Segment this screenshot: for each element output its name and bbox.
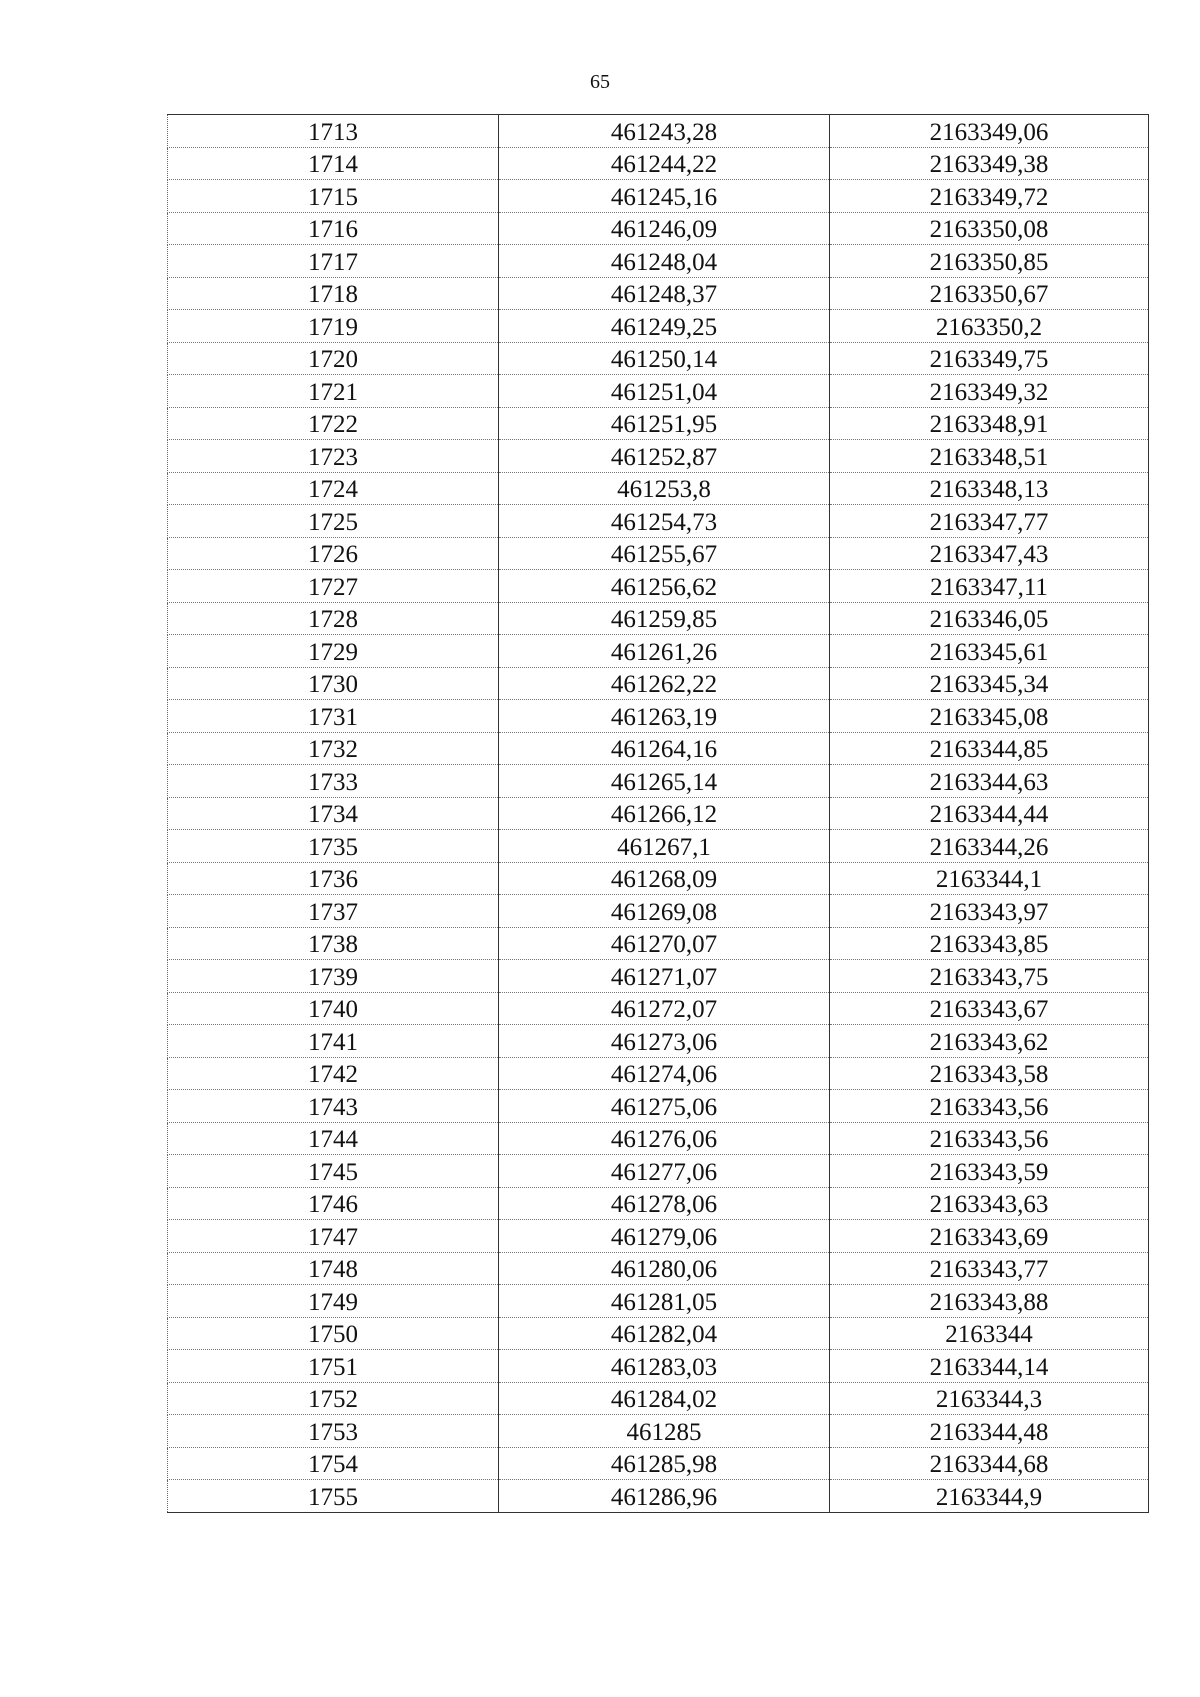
x-coordinate-cell: 461265,14 bbox=[499, 765, 830, 798]
x-coordinate-cell: 461276,06 bbox=[499, 1122, 830, 1155]
x-coordinate-cell: 461253,8 bbox=[499, 472, 830, 505]
point-number-cell: 1738 bbox=[168, 927, 499, 960]
table-row bbox=[168, 277, 1149, 310]
y-coordinate-cell: 2163349,32 bbox=[830, 375, 1149, 408]
table-row bbox=[168, 570, 1149, 603]
point-number-cell: 1755 bbox=[168, 1480, 499, 1513]
point-number-cell: 1720 bbox=[168, 342, 499, 375]
table-row bbox=[168, 1090, 1149, 1123]
table-row bbox=[168, 1480, 1149, 1513]
coordinates-table-body bbox=[168, 115, 1149, 1513]
x-coordinate-cell: 461286,96 bbox=[499, 1480, 830, 1513]
coordinates-table bbox=[167, 114, 1149, 1513]
point-number-cell: 1733 bbox=[168, 765, 499, 798]
table-row bbox=[168, 1025, 1149, 1058]
point-number-cell: 1752 bbox=[168, 1382, 499, 1415]
table-row bbox=[168, 1285, 1149, 1318]
y-coordinate-cell: 2163349,38 bbox=[830, 147, 1149, 180]
table-row bbox=[168, 1415, 1149, 1448]
point-number-cell: 1721 bbox=[168, 375, 499, 408]
x-coordinate-cell: 461279,06 bbox=[499, 1220, 830, 1253]
y-coordinate-cell: 2163350,85 bbox=[830, 245, 1149, 278]
y-coordinate-cell: 2163348,13 bbox=[830, 472, 1149, 505]
x-coordinate-cell: 461246,09 bbox=[499, 212, 830, 245]
point-number-cell: 1726 bbox=[168, 537, 499, 570]
point-number-cell: 1714 bbox=[168, 147, 499, 180]
point-number-cell: 1734 bbox=[168, 797, 499, 830]
x-coordinate-cell: 461261,26 bbox=[499, 635, 830, 668]
x-coordinate-cell: 461249,25 bbox=[499, 310, 830, 343]
point-number-cell: 1753 bbox=[168, 1415, 499, 1448]
table-row bbox=[168, 992, 1149, 1025]
point-number-cell: 1741 bbox=[168, 1025, 499, 1058]
x-coordinate-cell: 461255,67 bbox=[499, 537, 830, 570]
point-number-cell: 1722 bbox=[168, 407, 499, 440]
point-number-cell: 1732 bbox=[168, 732, 499, 765]
table-row bbox=[168, 862, 1149, 895]
point-number-cell: 1725 bbox=[168, 505, 499, 538]
point-number-cell: 1729 bbox=[168, 635, 499, 668]
y-coordinate-cell: 2163343,77 bbox=[830, 1252, 1149, 1285]
y-coordinate-cell: 2163347,43 bbox=[830, 537, 1149, 570]
table-row bbox=[168, 732, 1149, 765]
x-coordinate-cell: 461263,19 bbox=[499, 700, 830, 733]
x-coordinate-cell: 461281,05 bbox=[499, 1285, 830, 1318]
point-number-cell: 1747 bbox=[168, 1220, 499, 1253]
x-coordinate-cell: 461285,98 bbox=[499, 1447, 830, 1480]
y-coordinate-cell: 2163343,56 bbox=[830, 1122, 1149, 1155]
table-row bbox=[168, 212, 1149, 245]
table-row bbox=[168, 700, 1149, 733]
point-number-cell: 1724 bbox=[168, 472, 499, 505]
point-number-cell: 1743 bbox=[168, 1090, 499, 1123]
y-coordinate-cell: 2163343,75 bbox=[830, 960, 1149, 993]
point-number-cell: 1730 bbox=[168, 667, 499, 700]
x-coordinate-cell: 461243,28 bbox=[499, 115, 830, 148]
x-coordinate-cell: 461284,02 bbox=[499, 1382, 830, 1415]
y-coordinate-cell: 2163344,85 bbox=[830, 732, 1149, 765]
y-coordinate-cell: 2163343,63 bbox=[830, 1187, 1149, 1220]
table-row bbox=[168, 667, 1149, 700]
x-coordinate-cell: 461264,16 bbox=[499, 732, 830, 765]
point-number-cell: 1751 bbox=[168, 1350, 499, 1383]
point-number-cell: 1754 bbox=[168, 1447, 499, 1480]
x-coordinate-cell: 461280,06 bbox=[499, 1252, 830, 1285]
point-number-cell: 1735 bbox=[168, 830, 499, 863]
point-number-cell: 1723 bbox=[168, 440, 499, 473]
x-coordinate-cell: 461248,04 bbox=[499, 245, 830, 278]
y-coordinate-cell: 2163349,72 bbox=[830, 180, 1149, 213]
x-coordinate-cell: 461266,12 bbox=[499, 797, 830, 830]
y-coordinate-cell: 2163346,05 bbox=[830, 602, 1149, 635]
y-coordinate-cell: 2163343,56 bbox=[830, 1090, 1149, 1123]
table-row bbox=[168, 1350, 1149, 1383]
table-row bbox=[168, 960, 1149, 993]
point-number-cell: 1749 bbox=[168, 1285, 499, 1318]
y-coordinate-cell: 2163350,08 bbox=[830, 212, 1149, 245]
y-coordinate-cell: 2163350,2 bbox=[830, 310, 1149, 343]
y-coordinate-cell: 2163345,08 bbox=[830, 700, 1149, 733]
x-coordinate-cell: 461273,06 bbox=[499, 1025, 830, 1058]
table-row bbox=[168, 602, 1149, 635]
point-number-cell: 1750 bbox=[168, 1317, 499, 1350]
y-coordinate-cell: 2163343,67 bbox=[830, 992, 1149, 1025]
x-coordinate-cell: 461251,95 bbox=[499, 407, 830, 440]
table-row bbox=[168, 1220, 1149, 1253]
x-coordinate-cell: 461248,37 bbox=[499, 277, 830, 310]
point-number-cell: 1728 bbox=[168, 602, 499, 635]
point-number-cell: 1736 bbox=[168, 862, 499, 895]
y-coordinate-cell: 2163344,48 bbox=[830, 1415, 1149, 1448]
point-number-cell: 1715 bbox=[168, 180, 499, 213]
point-number-cell: 1745 bbox=[168, 1155, 499, 1188]
table-row bbox=[168, 505, 1149, 538]
x-coordinate-cell: 461277,06 bbox=[499, 1155, 830, 1188]
y-coordinate-cell: 2163344 bbox=[830, 1317, 1149, 1350]
x-coordinate-cell: 461272,07 bbox=[499, 992, 830, 1025]
table-row bbox=[168, 895, 1149, 928]
x-coordinate-cell: 461285 bbox=[499, 1415, 830, 1448]
table-row bbox=[168, 115, 1149, 148]
y-coordinate-cell: 2163348,91 bbox=[830, 407, 1149, 440]
point-number-cell: 1727 bbox=[168, 570, 499, 603]
table-row bbox=[168, 1382, 1149, 1415]
table-row bbox=[168, 310, 1149, 343]
table-row bbox=[168, 765, 1149, 798]
table-row bbox=[168, 342, 1149, 375]
x-coordinate-cell: 461278,06 bbox=[499, 1187, 830, 1220]
y-coordinate-cell: 2163347,11 bbox=[830, 570, 1149, 603]
y-coordinate-cell: 2163343,62 bbox=[830, 1025, 1149, 1058]
point-number-cell: 1716 bbox=[168, 212, 499, 245]
x-coordinate-cell: 461271,07 bbox=[499, 960, 830, 993]
point-number-cell: 1739 bbox=[168, 960, 499, 993]
table-row bbox=[168, 245, 1149, 278]
y-coordinate-cell: 2163345,61 bbox=[830, 635, 1149, 668]
y-coordinate-cell: 2163349,06 bbox=[830, 115, 1149, 148]
table-row bbox=[168, 1447, 1149, 1480]
point-number-cell: 1744 bbox=[168, 1122, 499, 1155]
y-coordinate-cell: 2163343,97 bbox=[830, 895, 1149, 928]
y-coordinate-cell: 2163344,9 bbox=[830, 1480, 1149, 1513]
y-coordinate-cell: 2163343,88 bbox=[830, 1285, 1149, 1318]
point-number-cell: 1740 bbox=[168, 992, 499, 1025]
x-coordinate-cell: 461269,08 bbox=[499, 895, 830, 928]
x-coordinate-cell: 461259,85 bbox=[499, 602, 830, 635]
x-coordinate-cell: 461250,14 bbox=[499, 342, 830, 375]
table-row bbox=[168, 472, 1149, 505]
x-coordinate-cell: 461256,62 bbox=[499, 570, 830, 603]
table-row bbox=[168, 1187, 1149, 1220]
x-coordinate-cell: 461244,22 bbox=[499, 147, 830, 180]
point-number-cell: 1713 bbox=[168, 115, 499, 148]
table-row bbox=[168, 1122, 1149, 1155]
x-coordinate-cell: 461251,04 bbox=[499, 375, 830, 408]
x-coordinate-cell: 461262,22 bbox=[499, 667, 830, 700]
x-coordinate-cell: 461268,09 bbox=[499, 862, 830, 895]
table-row bbox=[168, 537, 1149, 570]
y-coordinate-cell: 2163344,3 bbox=[830, 1382, 1149, 1415]
point-number-cell: 1718 bbox=[168, 277, 499, 310]
x-coordinate-cell: 461270,07 bbox=[499, 927, 830, 960]
table-row bbox=[168, 375, 1149, 408]
page-number: 65 bbox=[590, 71, 610, 93]
table-row bbox=[168, 1057, 1149, 1090]
y-coordinate-cell: 2163344,14 bbox=[830, 1350, 1149, 1383]
y-coordinate-cell: 2163350,67 bbox=[830, 277, 1149, 310]
y-coordinate-cell: 2163347,77 bbox=[830, 505, 1149, 538]
table-row bbox=[168, 180, 1149, 213]
y-coordinate-cell: 2163344,68 bbox=[830, 1447, 1149, 1480]
y-coordinate-cell: 2163348,51 bbox=[830, 440, 1149, 473]
y-coordinate-cell: 2163349,75 bbox=[830, 342, 1149, 375]
point-number-cell: 1731 bbox=[168, 700, 499, 733]
y-coordinate-cell: 2163344,44 bbox=[830, 797, 1149, 830]
point-number-cell: 1746 bbox=[168, 1187, 499, 1220]
x-coordinate-cell: 461245,16 bbox=[499, 180, 830, 213]
table-row bbox=[168, 1317, 1149, 1350]
point-number-cell: 1748 bbox=[168, 1252, 499, 1285]
y-coordinate-cell: 2163343,58 bbox=[830, 1057, 1149, 1090]
table-row bbox=[168, 147, 1149, 180]
point-number-cell: 1717 bbox=[168, 245, 499, 278]
y-coordinate-cell: 2163343,69 bbox=[830, 1220, 1149, 1253]
y-coordinate-cell: 2163345,34 bbox=[830, 667, 1149, 700]
x-coordinate-cell: 461275,06 bbox=[499, 1090, 830, 1123]
table-row bbox=[168, 440, 1149, 473]
y-coordinate-cell: 2163344,26 bbox=[830, 830, 1149, 863]
table-row bbox=[168, 830, 1149, 863]
y-coordinate-cell: 2163343,59 bbox=[830, 1155, 1149, 1188]
table-row bbox=[168, 797, 1149, 830]
x-coordinate-cell: 461254,73 bbox=[499, 505, 830, 538]
table-row bbox=[168, 1155, 1149, 1188]
coordinates-table-container bbox=[167, 114, 1148, 1513]
table-row bbox=[168, 1252, 1149, 1285]
x-coordinate-cell: 461283,03 bbox=[499, 1350, 830, 1383]
x-coordinate-cell: 461274,06 bbox=[499, 1057, 830, 1090]
table-row bbox=[168, 407, 1149, 440]
point-number-cell: 1719 bbox=[168, 310, 499, 343]
point-number-cell: 1742 bbox=[168, 1057, 499, 1090]
y-coordinate-cell: 2163344,1 bbox=[830, 862, 1149, 895]
y-coordinate-cell: 2163343,85 bbox=[830, 927, 1149, 960]
table-row bbox=[168, 635, 1149, 668]
x-coordinate-cell: 461252,87 bbox=[499, 440, 830, 473]
y-coordinate-cell: 2163344,63 bbox=[830, 765, 1149, 798]
x-coordinate-cell: 461282,04 bbox=[499, 1317, 830, 1350]
point-number-cell: 1737 bbox=[168, 895, 499, 928]
table-row bbox=[168, 927, 1149, 960]
x-coordinate-cell: 461267,1 bbox=[499, 830, 830, 863]
